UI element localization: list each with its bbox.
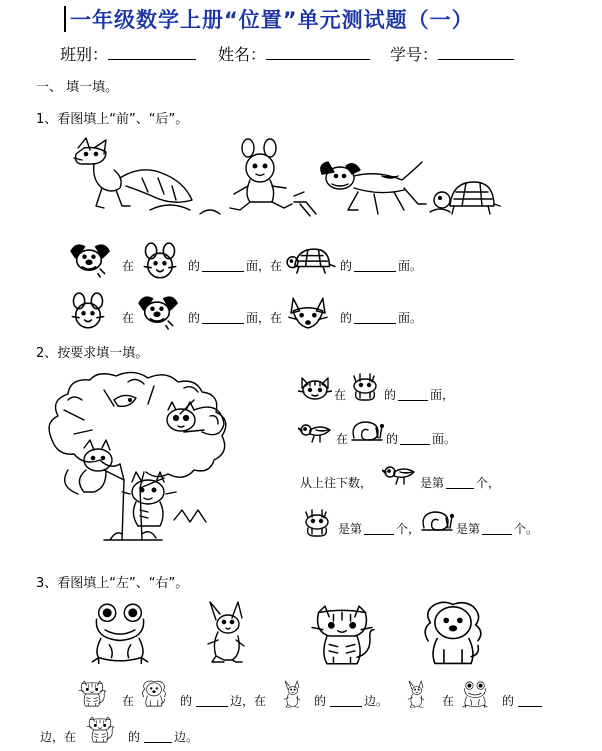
q2-line4-shi1: 是第 — [338, 522, 363, 536]
text-cursor — [64, 6, 66, 32]
q1-line2-de1: 的 — [188, 311, 201, 325]
q2-line2-zai: 在 — [336, 432, 349, 446]
q2-line1-mian: 面， — [430, 388, 455, 402]
number-field — [390, 42, 514, 65]
q2-line4-blank2[interactable] — [482, 523, 512, 535]
q3-line1-zai1: 在 — [122, 694, 135, 708]
rabbit-icon — [404, 680, 430, 710]
q2-line3-ge: 个， — [476, 476, 501, 490]
q1-line2-blank2[interactable] — [354, 312, 396, 324]
class-field — [60, 42, 196, 65]
q3-line2-bian: 边。 — [174, 730, 199, 744]
page-title: 一年级数学上册“位置”单元测试题（一） — [70, 8, 474, 32]
q3-line1-blank1[interactable] — [196, 695, 228, 707]
section-heading: 一、 填一填。 — [36, 80, 119, 95]
number-label: 学号： — [390, 45, 439, 64]
q2-line2-mian: 面。 — [432, 432, 457, 446]
q2-line4-ge2: 个。 — [514, 522, 539, 536]
puppy-icon — [138, 680, 172, 710]
squirrel-icon — [300, 508, 336, 540]
cat-icon — [76, 680, 110, 710]
dog-icon — [66, 240, 116, 280]
tree-icon — [44, 370, 244, 550]
q3-line1-blank3[interactable] — [518, 695, 542, 707]
q1-line2-mian2: 面。 — [398, 311, 423, 325]
q2-line1-de: 的 — [384, 388, 397, 402]
snail-icon — [350, 418, 386, 446]
frog-icon — [88, 600, 154, 666]
bird-icon — [382, 462, 418, 488]
q3-label: 3、看图填上“左”、“右”。 — [36, 576, 189, 591]
q2-line4-ge1: 个， — [396, 522, 421, 536]
class-label: 班别： — [60, 45, 109, 64]
q1-line1-de2: 的 — [340, 259, 353, 273]
q3-line1-bian1: 边，在 — [230, 694, 267, 708]
cat-icon — [298, 374, 334, 404]
q1-line1-mian2: 面。 — [398, 259, 423, 273]
dog-icon — [134, 292, 184, 332]
name-field — [218, 42, 370, 65]
turtle-icon — [286, 244, 338, 278]
q3-line1-de1: 的 — [180, 694, 193, 708]
q2-line1-blank[interactable] — [398, 389, 428, 401]
q3-line2-de: 的 — [128, 730, 141, 744]
q1-line2-zai: 在 — [122, 311, 135, 325]
q1-line1-blank2[interactable] — [354, 260, 396, 272]
q1-line2-blank1[interactable] — [202, 312, 244, 324]
q1-label: 1、看图填上“前”、“后”。 — [36, 112, 189, 127]
class-blank[interactable] — [108, 45, 196, 60]
number-blank[interactable] — [438, 45, 514, 60]
q3-line1-de2: 的 — [314, 694, 327, 708]
rabbit-icon — [136, 242, 188, 282]
rabbit-icon — [202, 600, 252, 666]
fox-icon — [286, 294, 332, 332]
cat-icon — [84, 716, 118, 746]
q2-line1-zai: 在 — [334, 388, 347, 402]
bird-icon — [298, 420, 334, 446]
rabbit-icon — [64, 292, 116, 332]
puppy-icon — [418, 600, 490, 670]
cat-icon — [302, 604, 384, 670]
q2-line4-shi2: 是第 — [456, 522, 481, 536]
q2-line3-blank[interactable] — [446, 477, 474, 489]
squirrel-icon — [348, 372, 384, 404]
frog-icon — [460, 680, 492, 710]
snail-icon — [420, 508, 456, 536]
q2-line3-text1: 从上往下数， — [300, 476, 373, 490]
q1-line1-blank1[interactable] — [202, 260, 244, 272]
q3-line1-blank2[interactable] — [330, 695, 362, 707]
q3-line1-de3: 的 — [502, 694, 515, 708]
name-label: 姓名： — [218, 45, 267, 64]
motion-lines — [150, 196, 470, 220]
q1-line1-zai: 在 — [122, 259, 135, 273]
q2-line2-blank[interactable] — [400, 433, 430, 445]
q2-line2-de: 的 — [386, 432, 399, 446]
q3-line2-bian-prefix: 边，在 — [40, 730, 77, 744]
q1-line2-mian1: 面，在 — [246, 311, 283, 325]
q3-line2-blank[interactable] — [144, 731, 172, 743]
name-blank[interactable] — [266, 45, 370, 60]
rabbit-icon — [280, 680, 306, 710]
q1-line2-de2: 的 — [340, 311, 353, 325]
q2-label: 2、按要求填一填。 — [36, 346, 149, 361]
q3-line1-zai3: 在 — [442, 694, 455, 708]
q1-line1-mian1: 面，在 — [246, 259, 283, 273]
q1-line1-de1: 的 — [188, 259, 201, 273]
q2-line3-shi: 是第 — [420, 476, 445, 490]
q2-line4-blank1[interactable] — [364, 523, 394, 535]
q3-line1-bian2: 边。 — [364, 694, 389, 708]
